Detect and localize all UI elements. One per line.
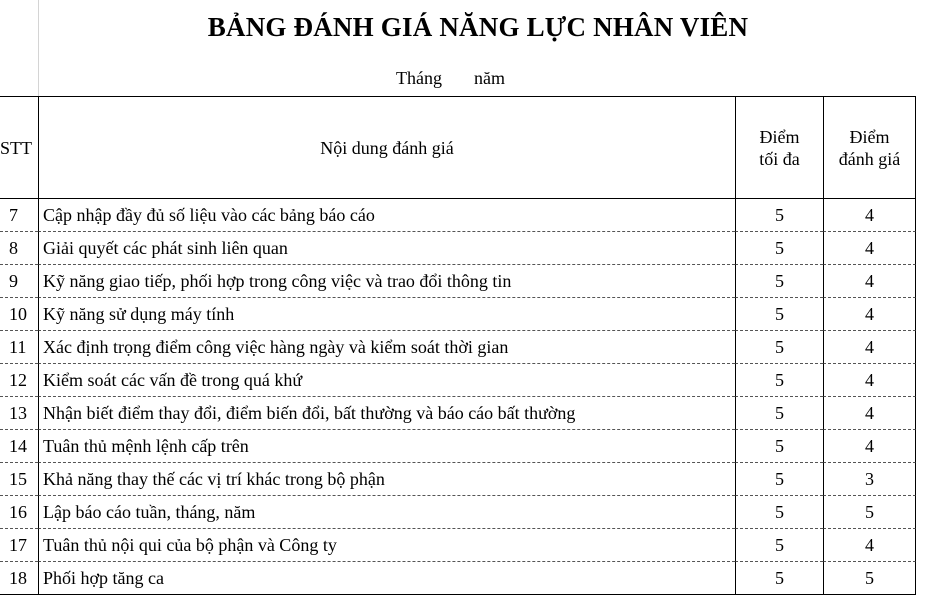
cell-content[interactable]: Kiểm soát các vấn đề trong quá khứ — [38, 364, 735, 397]
cell-eval-score[interactable]: 4 — [823, 331, 916, 364]
page-title: BẢNG ĐÁNH GIÁ NĂNG LỰC NHÂN VIÊN — [207, 12, 749, 42]
grid-line — [38, 0, 39, 96]
cell-stt[interactable]: 12 — [0, 364, 38, 397]
table-row — [0, 430, 916, 463]
cell-eval-score[interactable]: 5 — [823, 562, 916, 595]
table-row — [0, 562, 916, 595]
cell-max-score[interactable]: 5 — [735, 529, 823, 562]
table-row — [0, 529, 916, 562]
table-row — [0, 232, 916, 265]
cell-stt[interactable]: 18 — [0, 562, 38, 595]
cell-eval-score[interactable]: 4 — [823, 364, 916, 397]
table-row — [0, 331, 916, 364]
cell-stt[interactable]: 9 — [0, 265, 38, 298]
cell-max-score[interactable]: 5 — [735, 463, 823, 496]
cell-eval-score[interactable]: 4 — [823, 265, 916, 298]
year-label: năm — [474, 68, 505, 88]
table-row — [0, 364, 916, 397]
cell-content[interactable]: Nhận biết điểm thay đổi, điểm biến đổi, bất thường và báo cáo bất thường — [38, 397, 735, 430]
cell-eval-score[interactable]: 4 — [823, 397, 916, 430]
header-max-score[interactable] — [735, 97, 823, 199]
header-max-line2: tối đa — [759, 148, 800, 169]
cell-content[interactable]: Phối hợp tăng ca — [38, 562, 735, 595]
cell-stt[interactable]: 15 — [0, 463, 38, 496]
cell-content[interactable]: Giải quyết các phát sinh liên quan — [38, 232, 735, 265]
cell-stt[interactable]: 17 — [0, 529, 38, 562]
cell-content[interactable]: Kỹ năng giao tiếp, phối hợp trong công việc và trao đổi thông tin — [38, 265, 735, 298]
cell-max-score[interactable]: 5 — [735, 232, 823, 265]
cell-content[interactable]: Tuân thủ mệnh lệnh cấp trên — [38, 430, 735, 463]
table-row — [0, 463, 916, 496]
header-stt[interactable] — [0, 97, 38, 199]
cell-eval-score[interactable]: 3 — [823, 463, 916, 496]
cell-content[interactable]: Lập báo cáo tuần, tháng, năm — [38, 496, 735, 529]
header-max-score-label — [759, 126, 800, 170]
cell-max-score[interactable]: 5 — [735, 265, 823, 298]
header-score-line1: Điểm — [849, 126, 890, 147]
evaluation-table — [0, 96, 916, 595]
header-score-line2: đánh giá — [838, 148, 901, 169]
header-max-line1: Điểm — [759, 126, 800, 147]
cell-max-score[interactable]: 5 — [735, 298, 823, 331]
cell-stt[interactable]: 11 — [0, 331, 38, 364]
table-header-row — [0, 96, 916, 199]
cell-content[interactable]: Cập nhập đầy đủ số liệu vào các bảng báo cáo — [38, 199, 735, 232]
cell-max-score[interactable]: 5 — [735, 562, 823, 595]
header-stt-label: STT — [0, 137, 33, 158]
cell-content[interactable]: Tuân thủ nội qui của bộ phận và Công ty — [38, 529, 735, 562]
header-eval-score-label — [839, 126, 900, 170]
cell-eval-score[interactable]: 5 — [823, 496, 916, 529]
header-eval-score[interactable] — [823, 97, 916, 199]
month-label: Tháng — [396, 68, 442, 88]
cell-eval-score[interactable]: 4 — [823, 232, 916, 265]
cell-eval-score[interactable]: 4 — [823, 199, 916, 232]
header-content-label: Nội dung đánh giá — [320, 137, 454, 158]
cell-max-score[interactable]: 5 — [735, 364, 823, 397]
cell-max-score[interactable]: 5 — [735, 199, 823, 232]
cell-stt[interactable]: 10 — [0, 298, 38, 331]
table-body — [0, 199, 916, 595]
cell-max-score[interactable]: 5 — [735, 430, 823, 463]
cell-max-score[interactable]: 5 — [735, 496, 823, 529]
cell-eval-score[interactable]: 4 — [823, 430, 916, 463]
cell-stt[interactable]: 7 — [0, 199, 38, 232]
table-row — [0, 397, 916, 430]
cell-eval-score[interactable]: 4 — [823, 298, 916, 331]
table-row — [0, 199, 916, 232]
cell-stt[interactable]: 13 — [0, 397, 38, 430]
cell-stt[interactable]: 16 — [0, 496, 38, 529]
cell-content[interactable]: Xác định trọng điểm công việc hàng ngày và kiểm soát thời gian — [38, 331, 735, 364]
cell-content[interactable]: Kỹ năng sử dụng máy tính — [38, 298, 735, 331]
table-row — [0, 298, 916, 331]
cell-eval-score[interactable]: 4 — [823, 529, 916, 562]
cell-max-score[interactable]: 5 — [735, 397, 823, 430]
table-row — [0, 496, 916, 529]
cell-stt[interactable]: 8 — [0, 232, 38, 265]
cell-max-score[interactable]: 5 — [735, 331, 823, 364]
cell-stt[interactable]: 14 — [0, 430, 38, 463]
header-content[interactable] — [38, 97, 735, 199]
table-row — [0, 265, 916, 298]
cell-content[interactable]: Khả năng thay thế các vị trí khác trong bộ phận — [38, 463, 735, 496]
